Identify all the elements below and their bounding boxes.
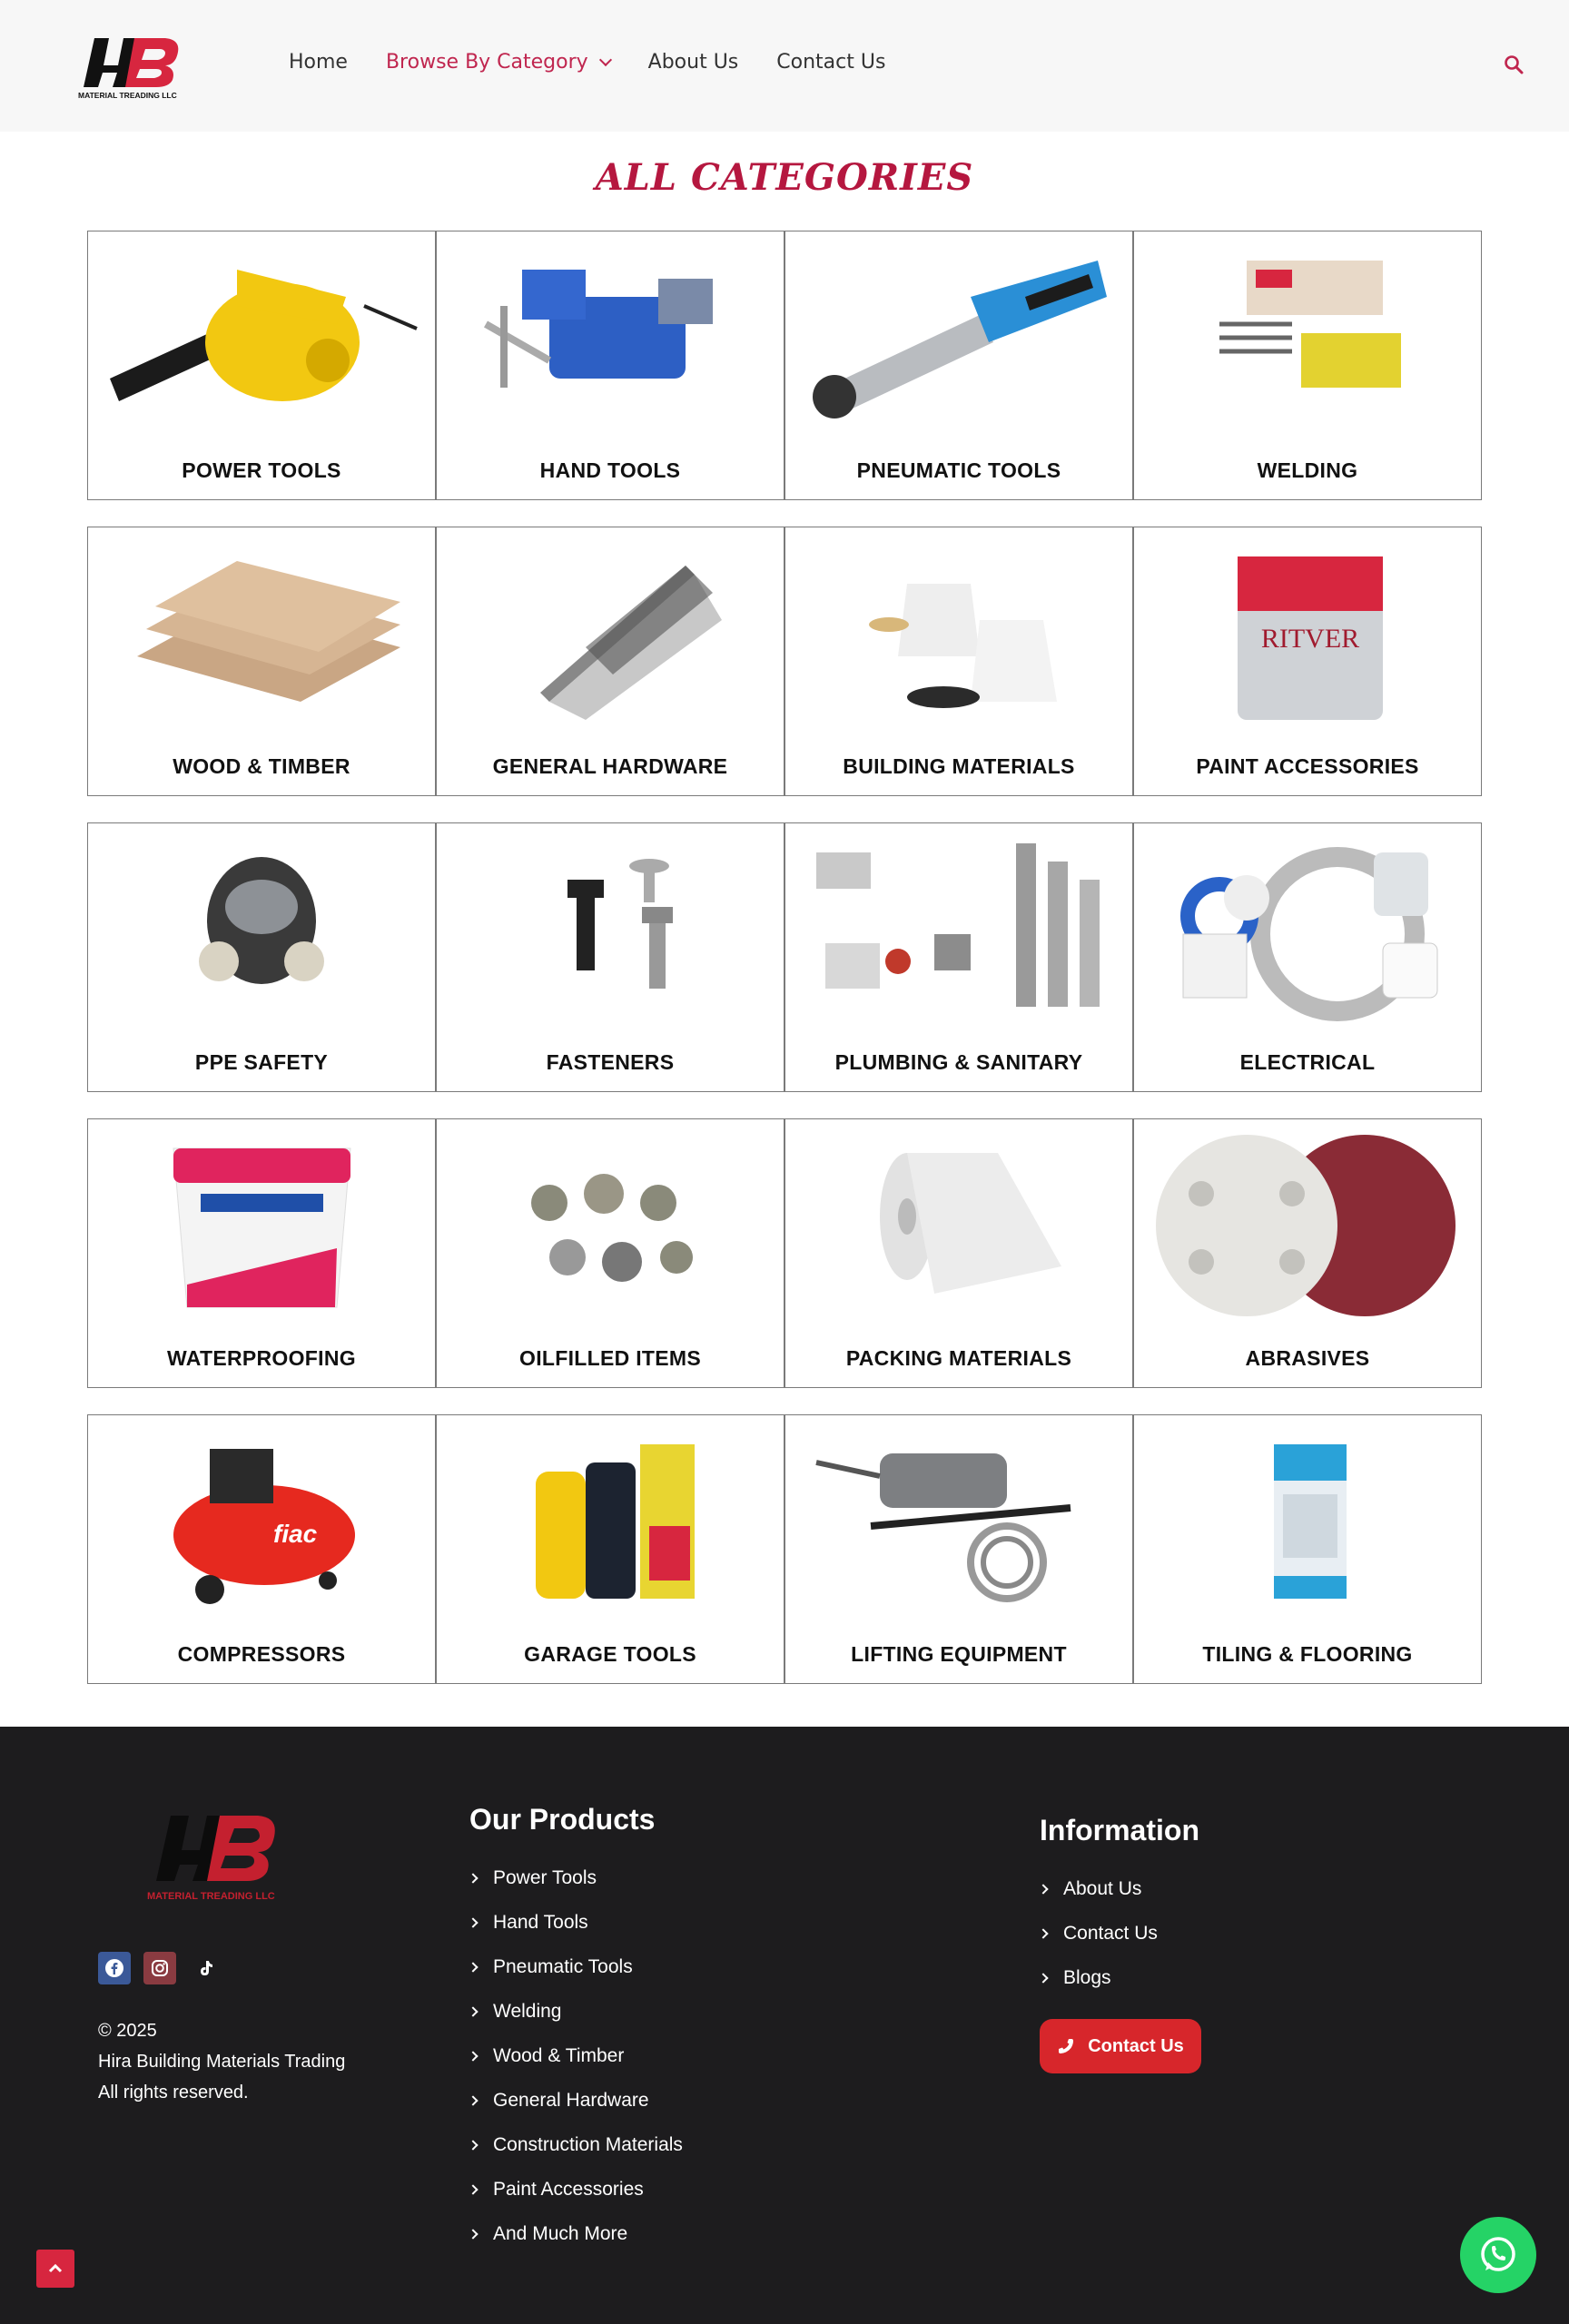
products-title: Our Products <box>469 1803 656 1836</box>
nav-browse-by-category[interactable] <box>386 51 610 74</box>
chevron-right-icon <box>468 1873 478 1883</box>
product-link[interactable] <box>469 1989 683 2034</box>
copyright-rights: All rights reserved. <box>98 2083 249 2102</box>
info-link-label: Blogs <box>1063 1966 1111 1988</box>
info-link-about[interactable] <box>1040 1866 1158 1911</box>
chevron-right-icon <box>468 2229 478 2239</box>
product-link[interactable] <box>469 2167 683 2211</box>
info-link-label: Contact Us <box>1063 1922 1158 1944</box>
site-logo[interactable] <box>78 29 196 102</box>
category-card-general-hardware[interactable] <box>436 527 784 796</box>
category-card-fasteners[interactable] <box>436 822 784 1092</box>
product-link[interactable] <box>469 1856 683 1900</box>
info-list <box>1040 1866 1158 2000</box>
product-link-label: Paint Accessories <box>493 2178 644 2200</box>
contact-us-label: Contact Us <box>1088 2035 1184 2056</box>
chevron-right-icon <box>468 2140 478 2150</box>
category-card-power-tools[interactable] <box>87 231 436 500</box>
category-label: PACKING MATERIALS <box>845 1346 1072 1370</box>
tiktok-icon[interactable] <box>189 1952 222 1984</box>
product-link-label: Hand Tools <box>493 1911 588 1933</box>
vise-icon <box>449 242 771 433</box>
category-grid <box>87 231 1483 1710</box>
svg-text:MATERIAL TREADING LLC: MATERIAL TREADING LLC <box>78 91 177 100</box>
whatsapp-chat-button[interactable] <box>1460 2217 1536 2293</box>
category-row <box>87 527 1483 796</box>
welding-rods-icon <box>1147 242 1468 433</box>
category-label: COMPRESSORS <box>177 1642 346 1666</box>
svg-text:RITVER: RITVER <box>1260 624 1360 654</box>
product-link[interactable] <box>469 1900 683 1945</box>
chevron-right-icon <box>1038 1884 1048 1894</box>
category-label: GENERAL HARDWARE <box>492 754 728 778</box>
copyright-company: Hira Building Materials Trading <box>98 2052 346 2072</box>
product-link[interactable] <box>469 2122 683 2167</box>
chevron-right-icon <box>1038 1928 1048 1938</box>
bolts-icon <box>449 834 771 1025</box>
product-link[interactable] <box>469 2034 683 2078</box>
product-link-label: Power Tools <box>493 1866 597 1888</box>
category-label: PNEUMATIC TOOLS <box>856 458 1061 482</box>
info-link-blogs[interactable] <box>1040 1955 1158 2000</box>
chevron-right-icon <box>468 2051 478 2061</box>
category-card-wood-timber[interactable] <box>87 527 436 796</box>
category-card-lifting-equipment[interactable] <box>784 1414 1133 1684</box>
compressor-icon <box>101 1426 422 1617</box>
svg-text:fiac: fiac <box>273 1520 318 1548</box>
facebook-icon[interactable] <box>98 1952 131 1984</box>
nav-home-label: Home <box>289 51 348 74</box>
category-label: WELDING <box>1257 458 1358 482</box>
nav-contact-us[interactable] <box>776 51 885 74</box>
chevron-right-icon <box>468 2095 478 2105</box>
nav-browse-label: Browse By Category <box>385 51 588 74</box>
category-card-ppe-safety[interactable] <box>87 822 436 1092</box>
bubble-wrap-icon <box>798 1130 1120 1321</box>
category-label: WOOD & TIMBER <box>173 754 350 778</box>
category-label: ELECTRICAL <box>1239 1050 1376 1074</box>
category-card-compressors[interactable] <box>87 1414 436 1684</box>
product-link-label: Wood & Timber <box>493 2044 625 2066</box>
category-row <box>87 1118 1483 1388</box>
chevron-right-icon <box>468 1962 478 1972</box>
category-row <box>87 822 1483 1092</box>
nav-about-label: About Us <box>647 51 739 74</box>
category-label: PLUMBING & SANITARY <box>834 1050 1083 1074</box>
category-card-welding[interactable] <box>1133 231 1482 500</box>
footer-logo[interactable] <box>145 1808 300 1904</box>
couplings-icon <box>449 1130 771 1321</box>
chevron-up-icon <box>46 2260 64 2278</box>
product-link[interactable] <box>469 2211 683 2256</box>
angle-mesh-icon <box>449 538 771 729</box>
gas-mask-icon <box>101 834 422 1025</box>
category-label: HAND TOOLS <box>539 458 681 482</box>
page-title: ALL CATEGORIES <box>595 156 974 199</box>
scroll-to-top-button[interactable] <box>36 2250 74 2288</box>
product-link-label: General Hardware <box>493 2089 649 2111</box>
category-card-pneumatic-tools[interactable] <box>784 231 1133 500</box>
info-title: Information <box>1040 1814 1199 1846</box>
category-label: PPE SAFETY <box>194 1050 329 1074</box>
category-label: LIFTING EQUIPMENT <box>851 1642 1067 1666</box>
sanding-disc-icon <box>1147 1130 1468 1321</box>
cables-icon <box>1147 834 1468 1025</box>
category-card-paint-accessories[interactable] <box>1133 527 1482 796</box>
category-card-hand-tools[interactable] <box>436 231 784 500</box>
sand-bags-icon <box>798 538 1120 729</box>
chevron-right-icon <box>468 1917 478 1927</box>
category-label: POWER TOOLS <box>182 458 341 482</box>
category-label: OILFILLED ITEMS <box>519 1346 701 1370</box>
products-list <box>469 1856 683 2256</box>
nav-contact-label: Contact Us <box>776 51 886 74</box>
search-icon[interactable] <box>1504 54 1524 74</box>
category-card-waterproofing[interactable] <box>87 1118 436 1388</box>
category-label: TILING & FLOORING <box>1202 1642 1413 1666</box>
nav-about-us[interactable] <box>648 51 739 74</box>
category-row <box>87 1414 1483 1684</box>
bucket-icon <box>101 1130 422 1321</box>
category-row <box>87 231 1483 500</box>
product-link-label: Welding <box>493 2000 562 2022</box>
category-card-electrical[interactable] <box>1133 822 1482 1092</box>
category-card-oilfilled-items[interactable] <box>436 1118 784 1388</box>
category-label: PAINT ACCESSORIES <box>1196 754 1419 778</box>
category-label: ABRASIVES <box>1245 1346 1370 1370</box>
site-footer <box>0 1727 1569 2324</box>
category-card-abrasives[interactable] <box>1133 1118 1482 1388</box>
copyright <box>98 2015 345 2108</box>
chevron-right-icon <box>1038 1973 1048 1983</box>
category-card-tiling-flooring[interactable] <box>1133 1414 1482 1684</box>
product-link-label: Pneumatic Tools <box>493 1955 633 1977</box>
category-card-plumbing-sanitary[interactable] <box>784 822 1133 1092</box>
tile-adhesive-icon <box>1147 1426 1468 1617</box>
copyright-year: © 2025 <box>98 2021 157 2041</box>
category-label: WATERPROOFING <box>167 1346 356 1370</box>
ratchet-icon <box>798 242 1120 433</box>
whatsapp-icon <box>1477 2234 1519 2276</box>
svg-text:MATERIAL TREADING LLC: MATERIAL TREADING LLC <box>147 1891 275 1902</box>
chevron-right-icon <box>468 2184 478 2194</box>
chevron-right-icon <box>468 2006 478 2016</box>
product-link[interactable] <box>469 1945 683 1989</box>
instagram-icon[interactable] <box>143 1952 176 1984</box>
winch-icon <box>798 1426 1120 1617</box>
nav-home[interactable] <box>289 51 348 74</box>
category-label: FASTENERS <box>546 1050 675 1074</box>
category-label: GARAGE TOOLS <box>524 1642 696 1666</box>
blower-icon <box>101 242 422 433</box>
contact-us-button[interactable] <box>1040 2019 1201 2073</box>
product-link[interactable] <box>469 2078 683 2122</box>
info-link-contact[interactable] <box>1040 1911 1158 1955</box>
car-care-icon <box>449 1426 771 1617</box>
site-header <box>0 0 1569 132</box>
category-label: BUILDING MATERIALS <box>843 754 1075 778</box>
wood-boards-icon <box>101 538 422 729</box>
category-card-garage-tools[interactable] <box>436 1414 784 1684</box>
social-links <box>98 1952 222 1984</box>
paint-bucket-icon <box>1147 538 1468 729</box>
chevron-down-icon <box>599 53 612 65</box>
info-link-label: About Us <box>1063 1877 1142 1899</box>
phone-icon <box>1057 2037 1075 2055</box>
main-nav <box>289 51 923 74</box>
category-card-building-materials[interactable] <box>784 527 1133 796</box>
product-link-label: Construction Materials <box>493 2133 683 2155</box>
category-card-packing-materials[interactable] <box>784 1118 1133 1388</box>
pipes-icon <box>798 834 1120 1025</box>
product-link-label: And Much More <box>493 2222 628 2244</box>
